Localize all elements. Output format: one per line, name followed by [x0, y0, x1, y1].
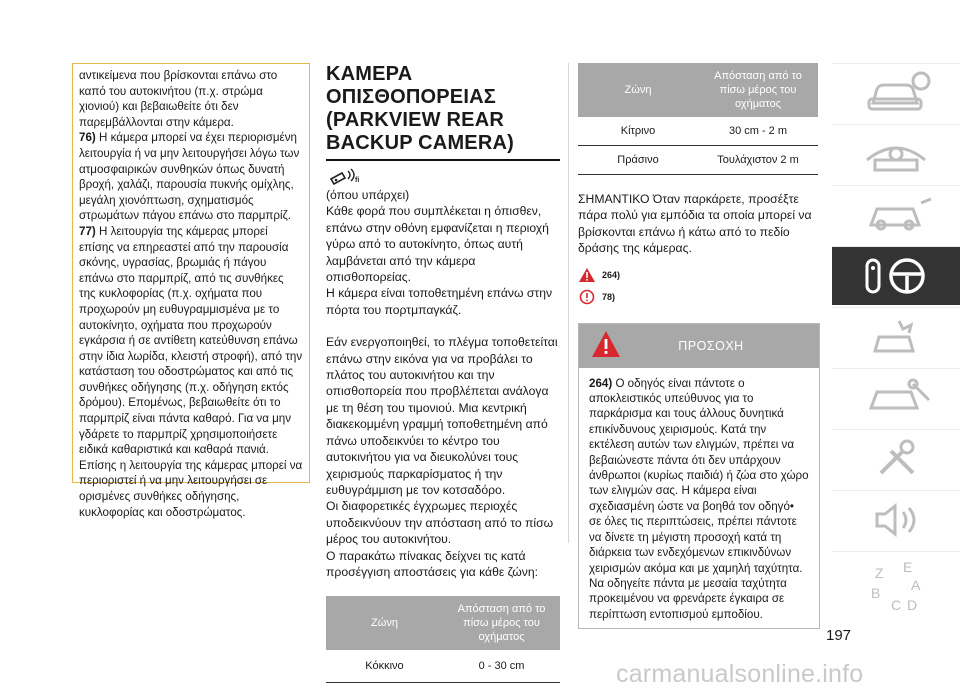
watermark: carmanualsonline.info	[616, 660, 864, 688]
tab-service[interactable]	[832, 368, 960, 427]
tab-car-info[interactable]	[832, 63, 960, 122]
note-76-num: 76)	[79, 131, 96, 145]
warning-ref-78	[578, 289, 818, 305]
car-dashboard-icon	[851, 130, 941, 178]
availability-text: (όπου υπάρχει)	[326, 188, 410, 202]
note-77	[79, 224, 303, 520]
table-cell: Κίτρινο	[578, 117, 698, 146]
mid-para-2: Η κάμερα είναι τοποθετημένη επάνω στην πόρτα του πορτμπαγκάζ.	[326, 286, 553, 317]
warning-triangle-icon	[578, 267, 596, 283]
car-service-icon	[851, 374, 941, 422]
alphabet-index-icon	[851, 558, 941, 616]
warning-ref-label: 78)	[602, 291, 616, 302]
tab-driving[interactable]	[832, 246, 960, 305]
tab-index[interactable]	[832, 551, 960, 622]
audio-icon	[851, 496, 941, 544]
index-letter: E	[903, 559, 913, 575]
warning-triangle-icon	[591, 330, 621, 358]
middle-column	[326, 63, 560, 683]
warning-num: 264)	[589, 376, 613, 390]
warning-header	[579, 324, 819, 368]
title-divider	[326, 159, 560, 161]
note-76	[79, 130, 303, 224]
table-row	[578, 117, 818, 146]
table-header-zone: Ζώνη	[578, 63, 698, 117]
table-cell: Κόκκινο	[326, 650, 443, 683]
warning-heading: ΠΡΟΣΟΧΗ	[678, 338, 744, 353]
tools-icon	[851, 435, 941, 483]
index-letter: A	[911, 577, 921, 593]
warning-box	[578, 323, 820, 630]
right-column	[578, 63, 818, 629]
mid-para-3: Εάν ενεργοποιηθεί, το πλέγμα τοποθετείται επάνω στην εικόνα για να προβάλει το πλάτος του αυτοκινήτου και την οπισθοπορεία που προβλέπεται ανάλογα με τη θέση του τιμονιού. Μια κεντρική διακεκομμένη γραμμή τοποθετημένη από πάνω υποδεικνύει το κέντρο του αυτοκινήτου για να διευκολύνει τους χειρισμούς παρκαρίσματος ή την ευθυγράμμιση με τον κοτσαδόρο.	[326, 335, 558, 497]
important-note: ΣΗΜΑΝΤΙΚΟ Όταν παρκάρετε, προσέξτε πάρα πολύ για εμπόδια τα οποία μπορεί να βρίσκονται επάνω ή κάτω από το πεδίο δράσης της κάμερας.	[578, 192, 812, 256]
svg-text:fi: fi	[355, 177, 360, 184]
mid-para-5: Ο παρακάτω πίνακας δείχνει τις κατά προσέγγιση αποστάσεις για κάθε ζώνη:	[326, 548, 539, 579]
zone-table-2	[578, 63, 818, 175]
section-title: ΚΑΜΕΡΑ ΟΠΙΣΘΟΠΟΡΕΙΑΣ (PARKVIEW REAR BACKUP CAMERA)	[326, 63, 514, 154]
tab-multimedia[interactable]	[832, 490, 960, 549]
zone-table-1	[326, 596, 560, 683]
car-lights-icon	[851, 191, 941, 239]
camera-wifi-icon	[328, 167, 364, 185]
note-76-text: Η κάμερα μπορεί να έχει περιορισμένη λειτουργία ή να μην λειτουργήσει λόγω των ατμοσφαιρικών συνθηκών όπως δυνατή βροχή, χαλάζι, παρουσία πυκνής ομίχλης, μεγάλη χιονόπτωση, σχηματισμός στρωμάτων πάγου επάνω στο παρμπρίζ.	[79, 131, 300, 223]
table-header-zone: Ζώνη	[326, 596, 443, 650]
warning-body	[579, 368, 819, 629]
page-number: 197	[826, 627, 852, 644]
warning-text: Ο οδηγός είναι πάντοτε ο αποκλειστικός υπεύθυνος για το παρκάρισμα και τους άλλους δυνητικά επικίνδυνους χειρισμούς. Κατά την εκτέλεση αυτών των ελιγμών, πρέπει να βεβαιώνεστε πάντα ότι δεν υπάρχουν άνθρωποι (κυρίως παιδιά) ή ζώα στο χώρο των ελιγμών σας. Η κάμερα είναι σχεδιασμένη ώστε να βοηθά τον οδηγό• σε όλες τις περιπτώσεις, πρέπει πάντοτε να δίνετε τη μέγιστη προσοχή κατά τη διάρκεια των ενδεχόμενων επικινδύνων χειρισμών ακόμα και με χαμηλή ταχύτητα. Να οδηγείτε πάντα με μεσαία ταχύτητα προκειμένου να φρενάρετε έγκαιρα σε περίπτωση εντοπισμού εμποδίου.	[589, 376, 809, 621]
table-header-distance: Απόσταση από το πίσω μέρος του οχήματος	[443, 596, 560, 650]
chapter-tabs	[832, 63, 960, 624]
table-row	[326, 650, 560, 683]
table-cell: Τουλάχιστον 2 m	[698, 146, 818, 175]
tab-technical[interactable]	[832, 429, 960, 488]
warning-ref-264	[578, 267, 818, 283]
index-letter: D	[907, 597, 918, 613]
mid-para-4: Οι διαφορετικές έγχρωμες περιοχές υποδεικνύουν την απόσταση από το πίσω μέρος του αυτοκινήτου.	[326, 499, 554, 547]
car-info-icon	[851, 69, 941, 117]
index-letter: C	[891, 597, 902, 613]
column-divider	[568, 63, 569, 543]
caution-symbol-icon	[578, 289, 596, 305]
note-77-text: Η λειτουργία της κάμερας μπορεί επίσης να επηρεαστεί από την παρουσία σκόνης, υγρασίας, βρωμιάς ή πάγου επάνω στο παρμπρίζ, από τις συνθήκες της κυκλοφορίας (π.χ. οχήματα που προχωρούν μη ευθυγραμμισμένα με το αυτοκίνητο, οχήματα που προχωρούν εγκάρσια ή σε αντίθετη κατεύθυνση επάνω στην ίδια λωρίδα, κλειστή στροφή), από την κατάσταση του οδοστρώματος και από τις συνθήκες οδήγησης (π.χ. οδήγηση εκτός δρόμου). Επομένως, βεβαιωθείτε ότι το παρμπρίζ είναι πάντα καθαρό. Για να μην γδάρετε το παρμπρίζ χρησιμοποιήσετε ειδικά καθαριστικά και καθαρά πανιά. Επίσης η λειτουργία της κάμερας μπορεί να περιοριστεί ή να μην λειτουργήσει σε ορισμένες συνθήκες οδήγησης, κυκλοφορίας και οδοστρώματος.	[79, 224, 303, 519]
warning-ref-label: 264)	[602, 269, 621, 280]
table-header-row	[326, 596, 560, 650]
table-cell: 30 cm - 2 m	[698, 117, 818, 146]
left-notes-box	[72, 63, 310, 519]
table-header-row	[578, 63, 818, 117]
car-crash-icon	[851, 313, 941, 361]
mid-para-1: Κάθε φορά που συμπλέκεται η όπισθεν, επάνω στην οθόνη εμφανίζεται η περιοχή γύρω από το αυτοκίνητο, όπως αυτή λαμβάνεται από την κάμερα οπισθοπορείας.	[326, 204, 549, 285]
index-letter: Z	[875, 565, 884, 581]
table-cell: 0 - 30 cm	[443, 650, 560, 683]
table-header-distance: Απόσταση από το πίσω μέρος του οχήματος	[698, 63, 818, 117]
tab-emergency[interactable]	[832, 307, 960, 366]
left-text-a: αντικείμενα που βρίσκονται επάνω στο καπό του αυτοκινήτου (π.χ. στρώμα χιονιού) και βεβαιωθείτε ότι δεν παρεμβάλλονται στην κάμερα.	[79, 69, 278, 129]
index-letter: B	[871, 585, 881, 601]
note-77-num: 77)	[79, 224, 96, 238]
tab-lights[interactable]	[832, 185, 960, 244]
key-steering-wheel-icon	[851, 252, 941, 300]
table-row	[578, 146, 818, 175]
tab-dashboard[interactable]	[832, 124, 960, 183]
table-cell: Πράσινο	[578, 146, 698, 175]
